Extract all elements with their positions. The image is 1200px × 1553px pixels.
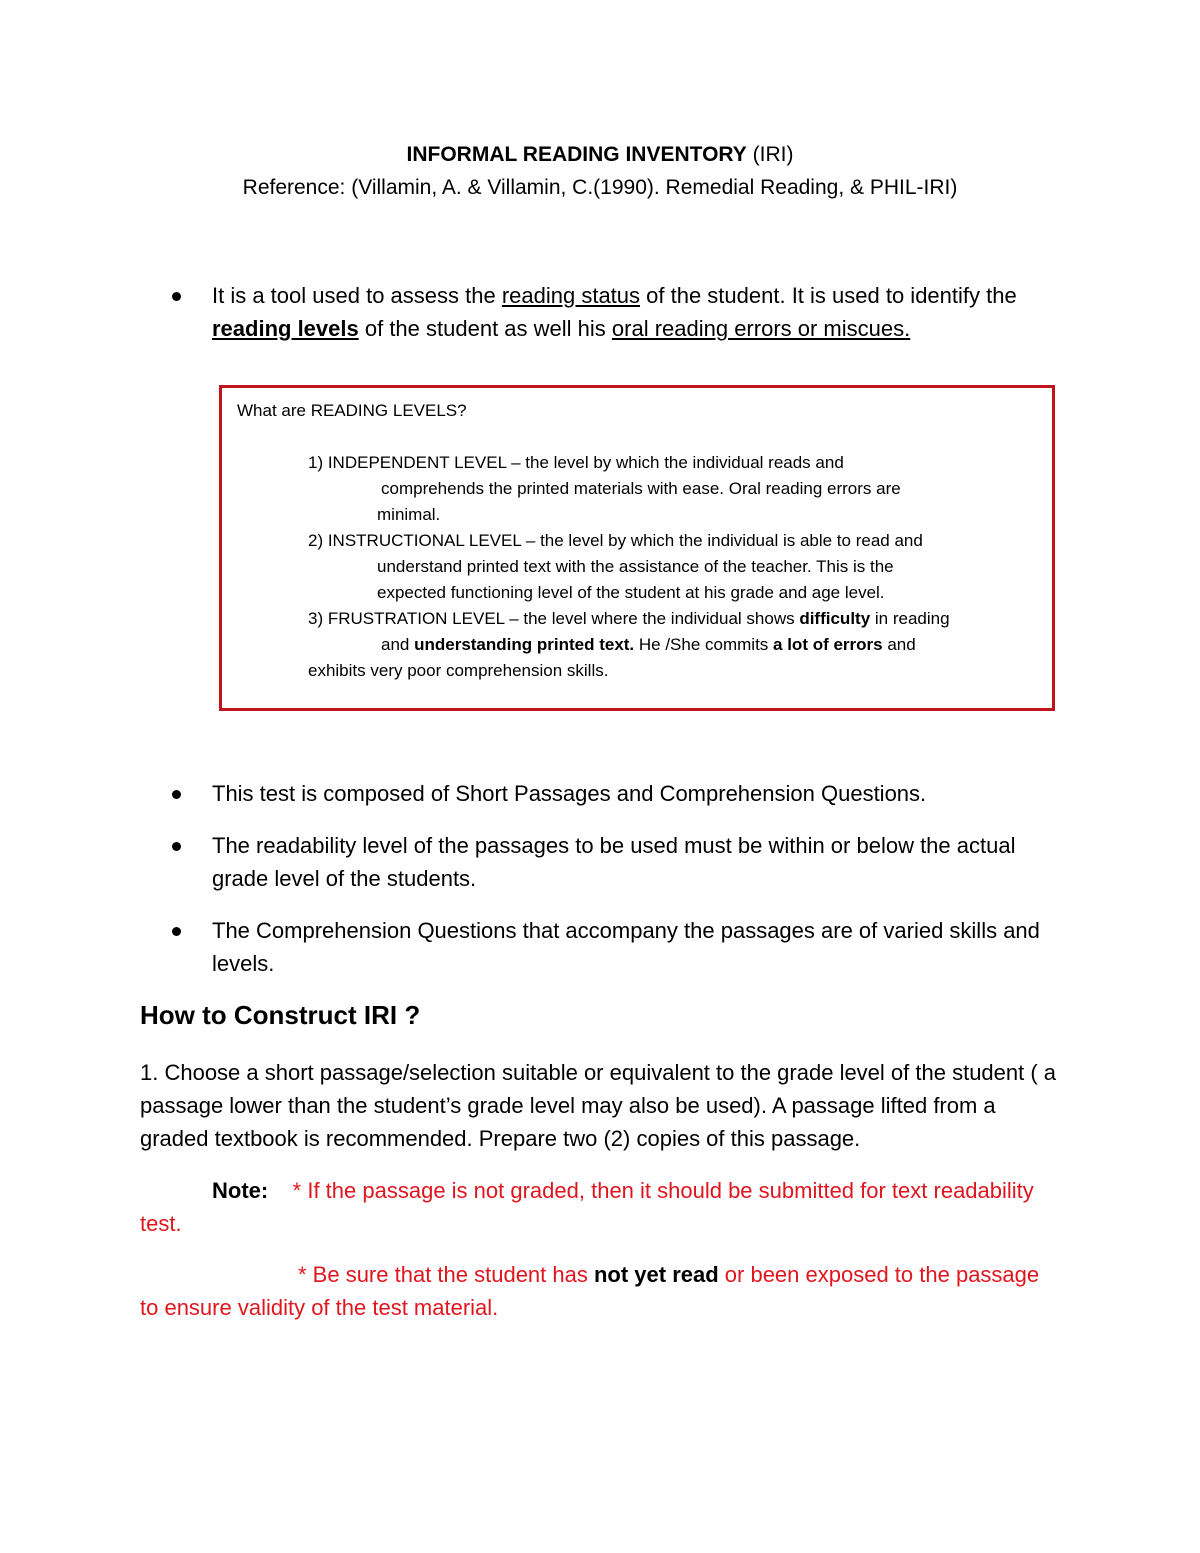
bullet-dot — [172, 790, 181, 799]
box-text-part: 3) FRUSTRATION LEVEL – the level where the individual shows — [308, 609, 800, 628]
bullet-dot — [172, 842, 181, 851]
note-text-part: or been exposed to the passage to ensure validity of the test material. — [140, 1262, 1040, 1320]
bullet-item-comprehension-questions — [172, 914, 1052, 980]
bullet-item-readability — [172, 829, 1052, 895]
bullet-text-part: It is a tool used to assess the — [212, 283, 502, 308]
title-bold: INFORMAL READING INVENTORY — [406, 143, 747, 166]
bullet-text-part: of the student as well his — [358, 316, 612, 341]
note-text-part: * Be sure that the student has — [298, 1262, 594, 1287]
bullet-dot — [172, 292, 181, 301]
section-heading: How to Construct IRI ? — [140, 1000, 421, 1030]
bullet-text — [212, 279, 1052, 345]
box-text-part: in reading — [870, 609, 950, 628]
reference-line: Reference: (Villamin, A. & Villamin, C.(1990). Remedial Reading, & PHIL-IRI) — [242, 176, 958, 199]
frustration-level-line-1 — [308, 606, 950, 632]
bullet-text: The Comprehension Questions that accompany the passages are of varied skills and levels. — [212, 918, 1040, 976]
box-question: What are READING LEVELS? — [237, 401, 467, 420]
box-text-part: He /She commits — [634, 635, 774, 654]
not-yet-read-emphasis: not yet read — [593, 1262, 719, 1287]
reading-levels-emphasis: reading levels — [212, 316, 359, 341]
errors-emphasis: a lot of errors — [773, 635, 883, 654]
box-text-part: and — [882, 635, 916, 654]
instructional-level-line-1: 2) INSTRUCTIONAL LEVEL – the level by which the individual is able to read and — [308, 531, 923, 550]
independent-level-line-3: minimal. — [377, 505, 441, 524]
frustration-level-line-2 — [381, 632, 916, 658]
bullet-item-test-composition — [172, 777, 1052, 810]
bullet-text: This test is composed of Short Passages and Comprehension Questions. — [212, 781, 927, 806]
bullet-text: The readability level of the passages to be used must be within or below the actual grade level of the students. — [212, 833, 1016, 891]
step-1-paragraph: 1. Choose a short passage/selection suitable or equivalent to the grade level of the student ( a passage lower than the student’s grade level may also be used). A passage lifted from a graded textbook is recommended. Prepare two (2) copies of this passage. — [140, 1060, 1057, 1151]
instructional-level-line-2: understand printed text with the assistance of the teacher. This is the — [377, 557, 894, 576]
title-suffix: (IRI) — [752, 143, 794, 166]
bullet-dot — [172, 927, 181, 936]
reading-levels-box — [219, 385, 1055, 711]
oral-errors-underlined: oral reading errors or miscues. — [611, 316, 911, 341]
note-2-paragraph — [140, 1258, 1060, 1324]
bullet-item-tool-definition — [172, 279, 1052, 345]
difficulty-emphasis: difficulty — [799, 609, 871, 628]
note-1-text: * If the passage is not graded, then it should be submitted for text readability test. — [140, 1178, 1034, 1236]
independent-level-line-2: comprehends the printed materials with ease. Oral reading errors are — [381, 479, 901, 498]
understanding-emphasis: understanding printed text. — [414, 635, 635, 654]
instructional-level-line-3: expected functioning level of the student at his grade and age level. — [377, 583, 885, 602]
box-text-part: and — [381, 635, 415, 654]
note-label: Note: — [212, 1178, 269, 1203]
bullet-text-part: of the student. It is used to identify the — [640, 283, 1017, 308]
document-title — [0, 143, 1200, 167]
reading-status-underlined: reading status — [501, 283, 641, 308]
frustration-level-line-3: exhibits very poor comprehension skills. — [308, 661, 609, 680]
independent-level-line-1: 1) INDEPENDENT LEVEL – the level by which the individual reads and — [308, 453, 844, 472]
note-1-paragraph — [140, 1174, 1060, 1240]
